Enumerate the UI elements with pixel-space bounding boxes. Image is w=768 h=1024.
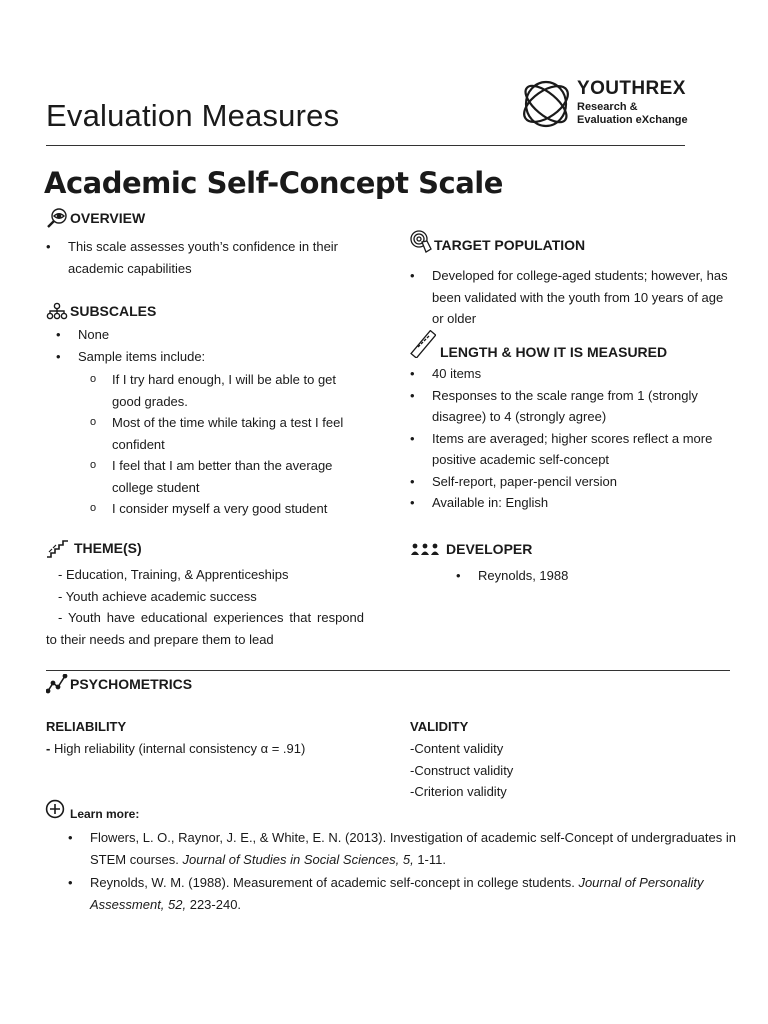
reference-journal: Journal of Studies in Social Sciences, 5, (182, 851, 414, 867)
section-divider (46, 670, 730, 671)
overview-item: • This scale assesses youth’s confidence in their academic capabilities (46, 236, 376, 279)
length-heading-text: LENGTH & HOW IT IS MEASURED (440, 344, 668, 360)
reference-text: Flowers, L. O., Raynor, J. E., & White, E. N. (2013). Investigation of academic self-Concept of undergraduates in STEM courses. (90, 830, 736, 867)
subscales-item (56, 346, 366, 520)
length-heading (410, 328, 667, 360)
overview-heading-text: OVERVIEW (70, 210, 146, 226)
length-item: • Items are averaged; higher scores reflect a more positive academic self-concept (410, 428, 740, 471)
line-graph-icon (46, 674, 68, 694)
logo-sub-line-2: Evaluation eXchange (577, 114, 688, 126)
reliability-heading: RELIABILITY (46, 719, 127, 734)
reference-item (68, 827, 736, 870)
stairs-icon (46, 538, 70, 558)
hierarchy-icon (46, 302, 68, 320)
logo-sub-line-1: Research & (577, 101, 638, 113)
reference-pages: 1-11. (413, 851, 446, 867)
reliability-dash: - (46, 741, 51, 756)
ruler-icon (410, 330, 436, 358)
reliability-section (46, 738, 386, 760)
page-header-title: Evaluation Measures (46, 98, 340, 133)
target-population-heading-text: TARGET POPULATION (434, 237, 586, 253)
reference-text: Reynolds, W. M. (1988). Measurement of academic self-concept in college students. (90, 875, 579, 890)
overview-heading (46, 208, 145, 228)
subscales-heading-text: SUBSCALES (70, 303, 157, 319)
developer-item: • Reynolds, 1988 (456, 565, 706, 587)
plus-circle-icon (45, 799, 65, 819)
developer-heading-text: DEVELOPER (446, 541, 533, 557)
psychometrics-heading-text: PSYCHOMETRICS (70, 676, 193, 692)
theme-line: - Youth achieve academic success (58, 588, 257, 604)
logo-subtitle (577, 101, 688, 127)
validity-section (410, 738, 710, 803)
learn-more-heading-text: Learn more: (70, 807, 140, 821)
sample-item: o I consider myself a very good student (56, 498, 366, 520)
sample-item: o Most of the time while taking a test I feel confident (56, 412, 366, 455)
length-section (410, 363, 740, 514)
length-item: • 40 items (410, 363, 740, 385)
overview-section (46, 236, 376, 279)
validity-item: -Construct validity (410, 762, 514, 778)
learn-more-heading (45, 799, 139, 819)
subscales-item-text: Sample items include: (78, 348, 206, 364)
target-population-heading (410, 230, 585, 254)
sample-item: o I feel that I am better than the average college student (56, 455, 366, 498)
reliability-text: High reliability (internal consistency α = .91) (50, 741, 306, 756)
reference-item (68, 872, 736, 915)
developer-section (456, 565, 706, 587)
reference-journal: Journal of Personality Assessment, 52, (90, 875, 704, 912)
sample-item: o If I try hard enough, I will be able to get good grades. (56, 369, 366, 412)
logo-name: YOUTHREX (577, 78, 686, 99)
learn-more-section (68, 827, 736, 915)
target-population-item: • Developed for college-aged students; however, has been validated with the youth from 10 years of age or older (410, 265, 735, 330)
validity-heading: VALIDITY (410, 719, 469, 734)
length-item: • Responses to the scale range from 1 (strongly disagree) to 4 (strongly agree) (410, 385, 740, 428)
subscales-heading (46, 302, 156, 320)
validity-item: -Content validity (410, 741, 504, 756)
document-title: Academic Self-Concept Scale (44, 166, 503, 200)
target-hand-icon (410, 230, 432, 254)
developer-heading (410, 541, 532, 557)
themes-heading-text: THEME(S) (74, 540, 142, 556)
themes-heading (46, 538, 142, 558)
subscales-section (56, 324, 366, 520)
people-icon (410, 542, 440, 556)
length-item: • Self-report, paper-pencil version (410, 471, 740, 493)
theme-line: - Education, Training, & Apprenticeships (58, 567, 289, 582)
target-population-section (410, 265, 735, 330)
globe-logo-icon (518, 76, 574, 132)
length-item: • Available in: English (410, 492, 740, 514)
youthrex-logo (518, 76, 688, 132)
subscales-item: • None (56, 324, 366, 346)
eye-magnifier-icon (46, 208, 68, 228)
psychometrics-heading (46, 674, 192, 694)
theme-line: - Youth have educational experiences that respond to their needs and prepare them to lead (46, 610, 364, 647)
themes-section (46, 564, 364, 650)
reference-pages: 223-240. (186, 896, 242, 912)
header-divider (46, 145, 685, 146)
validity-item: -Criterion validity (410, 784, 507, 799)
